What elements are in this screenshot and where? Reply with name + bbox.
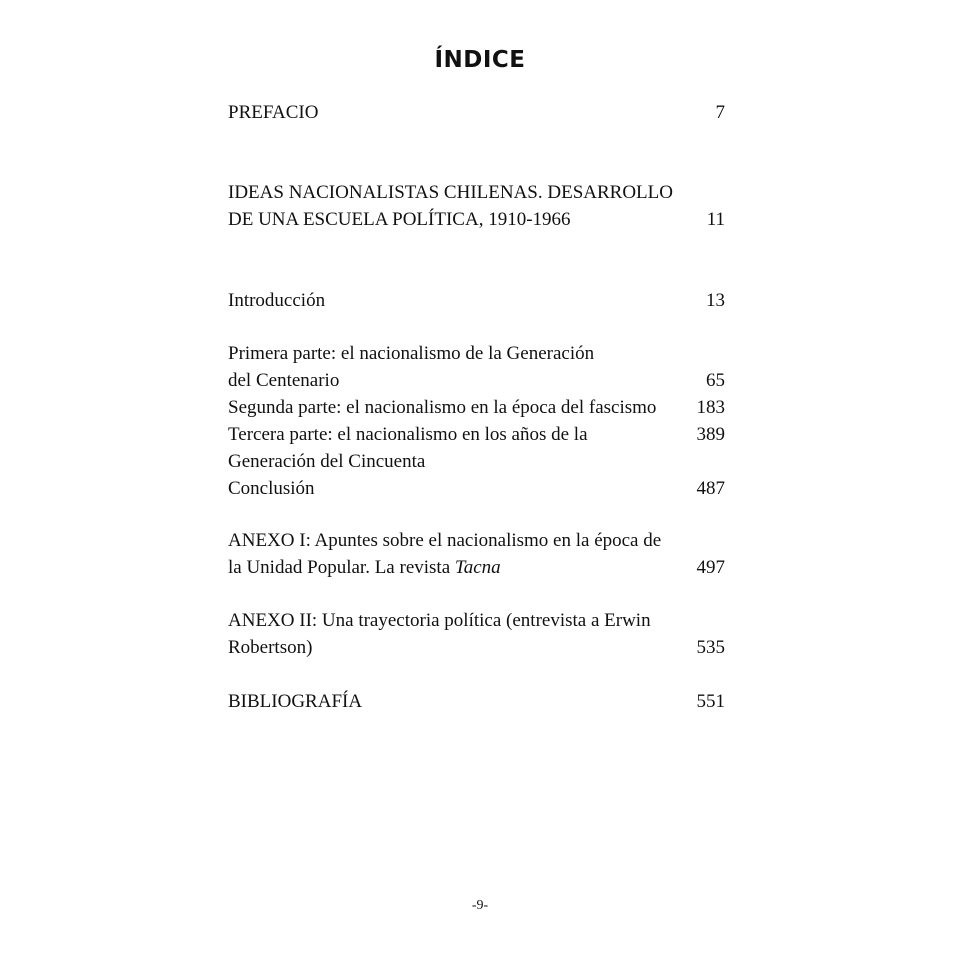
page-title: ÍNDICE	[434, 47, 526, 73]
journal-title-tacna: Tacna	[454, 557, 501, 578]
toc-page-number-segunda: 183	[696, 397, 725, 418]
toc-entry-title-line1: ANEXO II: Una trayectoria política (entrevista a Erwin	[228, 610, 651, 631]
toc-line	[228, 99, 725, 126]
toc-page-number: 13	[706, 290, 725, 311]
toc-entry-bibliografia	[228, 688, 725, 715]
toc-line	[228, 634, 725, 661]
toc-entry-introduccion	[228, 287, 725, 314]
toc-line	[228, 607, 725, 634]
toc-line	[228, 688, 725, 715]
toc-entry-segunda: Segunda parte: el nacionalismo en la época del fascismo	[228, 397, 657, 418]
toc-line	[228, 394, 725, 421]
toc-line	[228, 475, 725, 502]
toc-line	[228, 206, 725, 233]
toc-entry-group-partes	[228, 340, 725, 502]
toc-entry-title-line2: DE UNA ESCUELA POLÍTICA, 1910-1966	[228, 209, 571, 230]
page-folio-number: -9-	[471, 898, 489, 913]
toc-entry-ideas-nacionalistas	[228, 179, 725, 233]
toc-line	[228, 554, 725, 581]
toc-page-number-primera: 65	[706, 370, 725, 391]
toc-page-number: 551	[696, 691, 725, 712]
toc-entry-title-line2	[228, 554, 501, 581]
toc-line	[228, 340, 725, 367]
toc-entry-title: Introducción	[228, 290, 326, 311]
toc-entry-primera-line2: del Centenario	[228, 370, 340, 391]
toc-page-number: 7	[715, 102, 725, 123]
toc-entry-title-line2: Robertson)	[228, 637, 313, 658]
toc-entry-title-line1: ANEXO I: Apuntes sobre el nacionalismo en la época de	[228, 530, 662, 551]
toc-page-number: 11	[706, 209, 725, 230]
toc-entry-tercera-line1: Tercera parte: el nacionalismo en los años de la	[228, 424, 588, 445]
toc-entry-title: BIBLIOGRAFÍA	[228, 691, 363, 712]
toc-entry-title-line1: IDEAS NACIONALISTAS CHILENAS. DESARROLLO	[228, 182, 673, 203]
toc-line	[228, 421, 725, 448]
toc-page-number: 535	[696, 637, 725, 658]
toc-line	[228, 448, 725, 475]
toc-line	[228, 367, 725, 394]
toc-entry-anexo-1	[228, 527, 725, 581]
toc-line	[228, 179, 725, 206]
toc-page-number-tercera: 389	[696, 424, 725, 445]
toc-line	[228, 287, 725, 314]
toc-page-number-conclusion: 487	[696, 478, 725, 499]
toc-entry-prefacio	[228, 99, 725, 126]
toc-entry-anexo-2	[228, 607, 725, 661]
toc-entry-title-line2-prefix: la Unidad Popular. La revista	[228, 557, 455, 578]
toc-line	[228, 527, 725, 554]
toc-entry-conclusion: Conclusión	[228, 478, 315, 499]
toc-page-number: 497	[696, 557, 725, 578]
toc-entry-tercera-line2: Generación del Cincuenta	[228, 451, 426, 472]
toc-entry-title: PREFACIO	[228, 102, 319, 123]
toc-entry-primera-line1: Primera parte: el nacionalismo de la Generación	[228, 343, 595, 364]
